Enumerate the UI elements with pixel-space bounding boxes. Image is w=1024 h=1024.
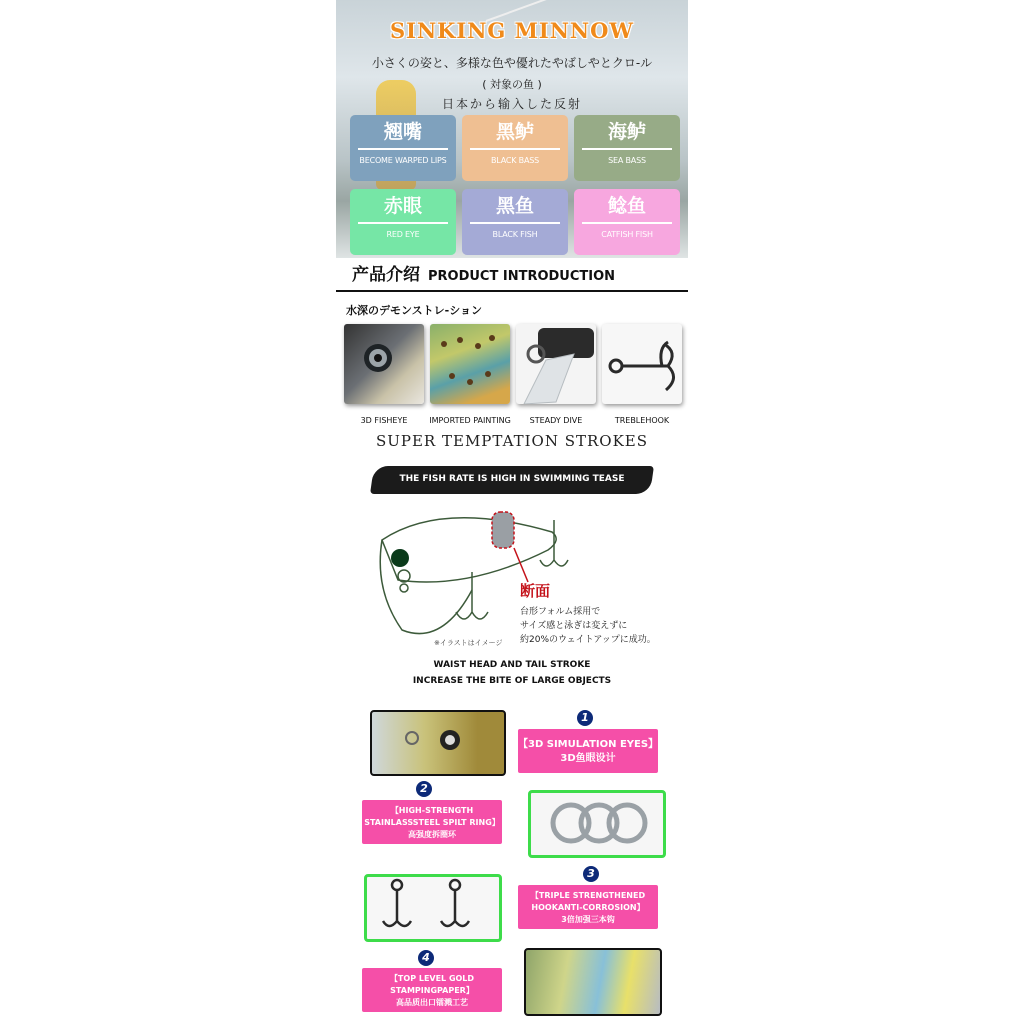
caption-line: WAIST HEAD AND TAIL STROKE bbox=[433, 660, 591, 670]
product-intro-heading bbox=[352, 260, 615, 285]
steady-dive-photo bbox=[516, 324, 596, 404]
tile-subtitle: BECOME WARPED LIPS bbox=[359, 156, 447, 165]
step-number: 1 bbox=[577, 710, 593, 726]
tile-title: 翘嘴 bbox=[383, 121, 422, 143]
painting-photo bbox=[430, 324, 510, 404]
section-label: 断面 bbox=[520, 582, 551, 600]
tile-title: 赤眼 bbox=[383, 195, 422, 217]
target-tile-sea-bass bbox=[574, 115, 680, 181]
target-tile-catfish bbox=[574, 189, 680, 255]
tile-subtitle: BLACK BASS bbox=[491, 156, 539, 165]
label-zh: 高强度拆圈环 bbox=[408, 830, 456, 839]
target-fish-heading: ( 対象の鱼 ) bbox=[482, 78, 542, 91]
tile-title: 黑鱼 bbox=[495, 195, 534, 217]
step-number: 4 bbox=[418, 950, 434, 966]
feature-caption: 3D FISHEYE bbox=[360, 416, 408, 425]
tile-title: 海鲈 bbox=[607, 121, 646, 143]
tile-subtitle: SEA BASS bbox=[608, 156, 646, 165]
label-en: STAMPINGPAPER】 bbox=[390, 986, 474, 995]
tile-subtitle: CATFISH FISH bbox=[601, 230, 653, 239]
label-en: 【HIGH-STRENGTH bbox=[390, 806, 474, 815]
treble-hooks-photo bbox=[364, 874, 502, 942]
label-en: 【TOP LEVEL GOLD bbox=[389, 974, 475, 983]
label-en: HOOKANTI-CORROSION】 bbox=[531, 903, 645, 912]
intro-zh: 产品介绍 bbox=[352, 265, 420, 285]
label-zh: 高品质出口镭溅工艺 bbox=[396, 998, 468, 1007]
target-tile-red-eye bbox=[350, 189, 456, 255]
tile-title: 黑鲈 bbox=[495, 121, 534, 143]
import-note: 日本から输入した反射 bbox=[441, 97, 582, 111]
target-tile-black-bass bbox=[462, 115, 568, 181]
label-en: 【3D SIMULATION EYES】 bbox=[518, 739, 659, 750]
note-line: サイズ感と泳ぎは変えずに bbox=[520, 621, 628, 631]
label-zh: 3D鱼眼设计 bbox=[560, 753, 616, 764]
intro-en: PRODUCT INTRODUCTION bbox=[428, 269, 616, 284]
caption-line: INCREASE THE BITE OF LARGE OBJECTS bbox=[412, 676, 612, 686]
label-en: STAINLASSSTEEL SPILT RING】 bbox=[364, 818, 500, 827]
feature-label-gold-stamping bbox=[362, 968, 502, 1012]
feature-label-split-ring bbox=[362, 800, 502, 844]
target-tile-black-fish bbox=[462, 189, 568, 255]
note-line: 約20%のウェイトアップに成功。 bbox=[520, 635, 656, 645]
strokes-title: SUPER TEMPTATION STROKES bbox=[375, 432, 649, 450]
illustration-note: ※イラストはイメージ bbox=[434, 639, 503, 647]
banner-text: THE FISH RATE IS HIGH IN SWIMMING TEASE bbox=[399, 474, 625, 484]
feature-caption: STEADY DIVE bbox=[529, 416, 583, 425]
label-en: 【TRIPLE STRENGTHENED bbox=[530, 891, 646, 900]
step-number: 3 bbox=[583, 866, 599, 882]
step-number: 2 bbox=[416, 781, 432, 797]
divider bbox=[336, 290, 688, 292]
fisheye-photo bbox=[344, 324, 424, 404]
treblehook-photo bbox=[602, 324, 682, 404]
feature-label-eyes bbox=[518, 729, 658, 773]
weight-note bbox=[520, 605, 656, 647]
note-line: 台形フォルム採用で bbox=[520, 607, 601, 617]
label-zh: 3倍加强三本钩 bbox=[561, 915, 615, 924]
holographic-body-photo bbox=[524, 948, 662, 1016]
split-ring-photo bbox=[528, 790, 666, 858]
feature-caption: TREBLEHOOK bbox=[614, 416, 670, 425]
tile-subtitle: BLACK FISH bbox=[492, 230, 538, 239]
stroke-captions bbox=[336, 657, 688, 689]
depth-demo-title: 水深のデモンストレ-ション bbox=[346, 304, 483, 317]
eye-closeup-photo bbox=[370, 710, 506, 776]
feature-caption: IMPORTED PAINTING bbox=[429, 416, 511, 425]
product-page bbox=[336, 0, 688, 1024]
page-title: SINKING MINNOW bbox=[389, 18, 635, 43]
tile-subtitle: RED EYE bbox=[386, 230, 420, 239]
target-tile-warped-lips bbox=[350, 115, 456, 181]
feature-label-treble-hook bbox=[518, 885, 658, 929]
tagline: 小さくの姿と、多様な色や優れたやばしやとクロ-ル bbox=[371, 56, 653, 70]
tile-title: 鲶鱼 bbox=[607, 195, 646, 217]
